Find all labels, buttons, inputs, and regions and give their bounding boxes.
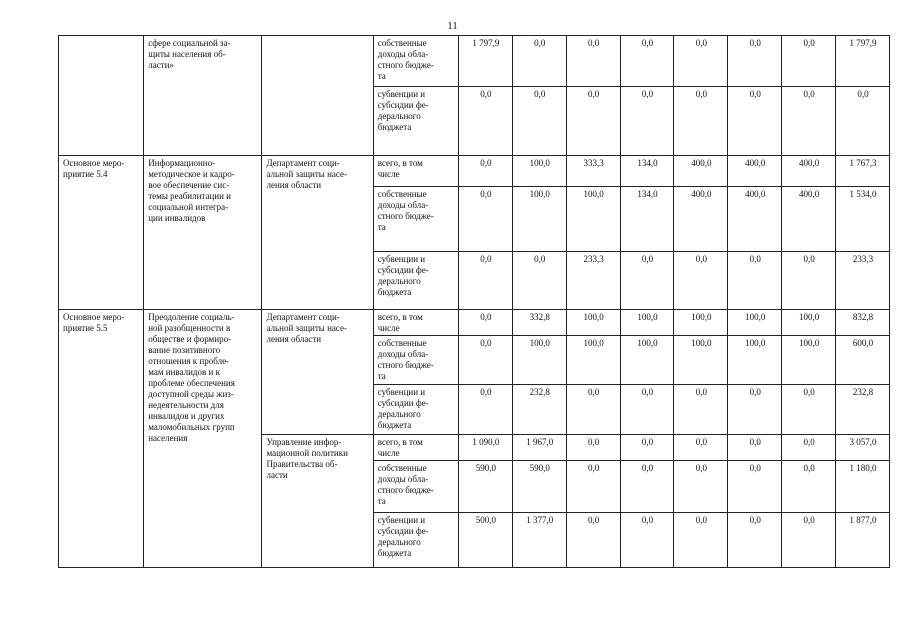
year-value-cell: 0,0 <box>458 187 512 252</box>
year-value-cell: 100,0 <box>566 336 620 385</box>
total-value-cell: 832,8 <box>836 310 890 336</box>
year-value-cell: 134,0 <box>620 187 674 252</box>
year-value-cell: 0,0 <box>782 86 836 155</box>
executor-cell: Управление инфор- мационной политики Правительства об- ласти <box>262 434 373 567</box>
table-row <box>59 36 890 87</box>
year-value-cell: 1 797,9 <box>458 36 512 87</box>
year-value-cell: 0,0 <box>728 252 782 310</box>
table-row <box>59 155 890 186</box>
year-value-cell: 400,0 <box>674 155 728 186</box>
year-value-cell: 100,0 <box>512 187 566 252</box>
year-value-cell: 134,0 <box>620 155 674 186</box>
year-value-cell: 0,0 <box>728 434 782 460</box>
year-value-cell: 0,0 <box>728 36 782 87</box>
year-value-cell: 0,0 <box>620 461 674 513</box>
year-value-cell: 232,8 <box>512 385 566 435</box>
total-value-cell: 1 797,9 <box>836 36 890 87</box>
year-value-cell: 0,0 <box>620 252 674 310</box>
year-value-cell: 0,0 <box>512 86 566 155</box>
year-value-cell: 0,0 <box>728 513 782 568</box>
year-value-cell: 0,0 <box>566 434 620 460</box>
year-value-cell: 0,0 <box>620 86 674 155</box>
total-value-cell: 600,0 <box>836 336 890 385</box>
total-value-cell: 1 180,0 <box>836 461 890 513</box>
executor-cell: Департамент соци- альной защиты насе- ления области <box>262 310 373 435</box>
year-value-cell: 100,0 <box>620 310 674 336</box>
year-value-cell: 100,0 <box>512 336 566 385</box>
funding-source-cell: всего, в том числе <box>373 434 458 460</box>
year-value-cell: 0,0 <box>782 513 836 568</box>
year-value-cell: 590,0 <box>512 461 566 513</box>
total-value-cell: 3 057,0 <box>836 434 890 460</box>
year-value-cell: 400,0 <box>782 187 836 252</box>
year-value-cell: 332,8 <box>512 310 566 336</box>
year-value-cell: 100,0 <box>566 187 620 252</box>
year-value-cell: 0,0 <box>620 434 674 460</box>
year-value-cell: 100,0 <box>512 155 566 186</box>
total-value-cell: 1 767,3 <box>836 155 890 186</box>
year-value-cell: 0,0 <box>458 86 512 155</box>
year-value-cell: 0,0 <box>674 434 728 460</box>
year-value-cell: 100,0 <box>728 336 782 385</box>
year-value-cell: 100,0 <box>782 310 836 336</box>
measure-title-cell: сфере социальной за- щиты населения об- ласти» <box>144 36 262 156</box>
year-value-cell: 100,0 <box>674 336 728 385</box>
year-value-cell: 100,0 <box>728 310 782 336</box>
year-value-cell: 0,0 <box>782 252 836 310</box>
year-value-cell: 0,0 <box>512 252 566 310</box>
year-value-cell: 0,0 <box>458 310 512 336</box>
year-value-cell: 0,0 <box>620 513 674 568</box>
measure-name-cell: Основное меро- приятие 5.4 <box>59 155 144 309</box>
budget-table <box>58 35 890 568</box>
total-value-cell: 0,0 <box>836 86 890 155</box>
year-value-cell: 0,0 <box>566 513 620 568</box>
measure-title-cell: Информационно- методическое и кадро- вое обеспечение сис- темы реабилитации и социальной интегра- ции инвалидов <box>144 155 262 309</box>
funding-source-cell: субвенции и субсидии фе- дерального бюджета <box>373 385 458 435</box>
year-value-cell: 0,0 <box>512 36 566 87</box>
funding-source-cell: собственные доходы обла- стного бюдже- та <box>373 187 458 252</box>
funding-source-cell: собственные доходы обла- стного бюдже- та <box>373 461 458 513</box>
year-value-cell: 1 377,0 <box>512 513 566 568</box>
total-value-cell: 233,3 <box>836 252 890 310</box>
year-value-cell: 0,0 <box>674 36 728 87</box>
year-value-cell: 0,0 <box>566 36 620 87</box>
year-value-cell: 590,0 <box>458 461 512 513</box>
year-value-cell: 500,0 <box>458 513 512 568</box>
total-value-cell: 1 534,0 <box>836 187 890 252</box>
total-value-cell: 1 877,0 <box>836 513 890 568</box>
year-value-cell: 233,3 <box>566 252 620 310</box>
table-row <box>59 310 890 336</box>
year-value-cell: 1 967,0 <box>512 434 566 460</box>
year-value-cell: 0,0 <box>782 36 836 87</box>
funding-source-cell: субвенции и субсидии фе- дерального бюджета <box>373 86 458 155</box>
funding-source-cell: субвенции и субсидии фе- дерального бюджета <box>373 252 458 310</box>
year-value-cell: 0,0 <box>728 461 782 513</box>
year-value-cell: 0,0 <box>566 461 620 513</box>
year-value-cell: 400,0 <box>728 155 782 186</box>
year-value-cell: 0,0 <box>458 252 512 310</box>
year-value-cell: 0,0 <box>674 513 728 568</box>
year-value-cell: 0,0 <box>674 385 728 435</box>
executor-cell <box>262 36 373 156</box>
year-value-cell: 0,0 <box>674 461 728 513</box>
year-value-cell: 0,0 <box>566 385 620 435</box>
year-value-cell: 0,0 <box>782 385 836 435</box>
year-value-cell: 0,0 <box>566 86 620 155</box>
year-value-cell: 100,0 <box>620 336 674 385</box>
measure-title-cell: Преодоление социаль- ной разобщенности в обществе и формиро- вание позитивного отношения к пробле- мам инвалидов и к проблеме обеспечения доступной среды жиз- недеятельности для инвалидов и других маломобильных групп населения <box>144 310 262 568</box>
year-value-cell: 0,0 <box>674 86 728 155</box>
funding-source-cell: собственные доходы обла- стного бюдже- та <box>373 36 458 87</box>
year-value-cell: 400,0 <box>728 187 782 252</box>
year-value-cell: 0,0 <box>782 434 836 460</box>
executor-cell: Департамент соци- альной защиты насе- ления области <box>262 155 373 309</box>
funding-source-cell: субвенции и субсидии фе- дерального бюджета <box>373 513 458 568</box>
total-value-cell: 232,8 <box>836 385 890 435</box>
year-value-cell: 0,0 <box>728 385 782 435</box>
year-value-cell: 400,0 <box>782 155 836 186</box>
budget-table-body <box>59 36 890 568</box>
year-value-cell: 100,0 <box>674 310 728 336</box>
measure-name-cell <box>59 36 144 156</box>
year-value-cell: 0,0 <box>620 36 674 87</box>
year-value-cell: 0,0 <box>782 461 836 513</box>
year-value-cell: 1 090,0 <box>458 434 512 460</box>
year-value-cell: 333,3 <box>566 155 620 186</box>
year-value-cell: 0,0 <box>620 385 674 435</box>
funding-source-cell: всего, в том числе <box>373 310 458 336</box>
year-value-cell: 400,0 <box>674 187 728 252</box>
year-value-cell: 0,0 <box>458 155 512 186</box>
funding-source-cell: собственные доходы обла- стного бюдже- та <box>373 336 458 385</box>
page-number: 11 <box>447 20 458 32</box>
year-value-cell: 100,0 <box>782 336 836 385</box>
year-value-cell: 0,0 <box>728 86 782 155</box>
funding-source-cell: всего, в том числе <box>373 155 458 186</box>
year-value-cell: 0,0 <box>458 385 512 435</box>
year-value-cell: 0,0 <box>674 252 728 310</box>
year-value-cell: 0,0 <box>458 336 512 385</box>
measure-name-cell: Основное меро- приятие 5.5 <box>59 310 144 568</box>
year-value-cell: 100,0 <box>566 310 620 336</box>
